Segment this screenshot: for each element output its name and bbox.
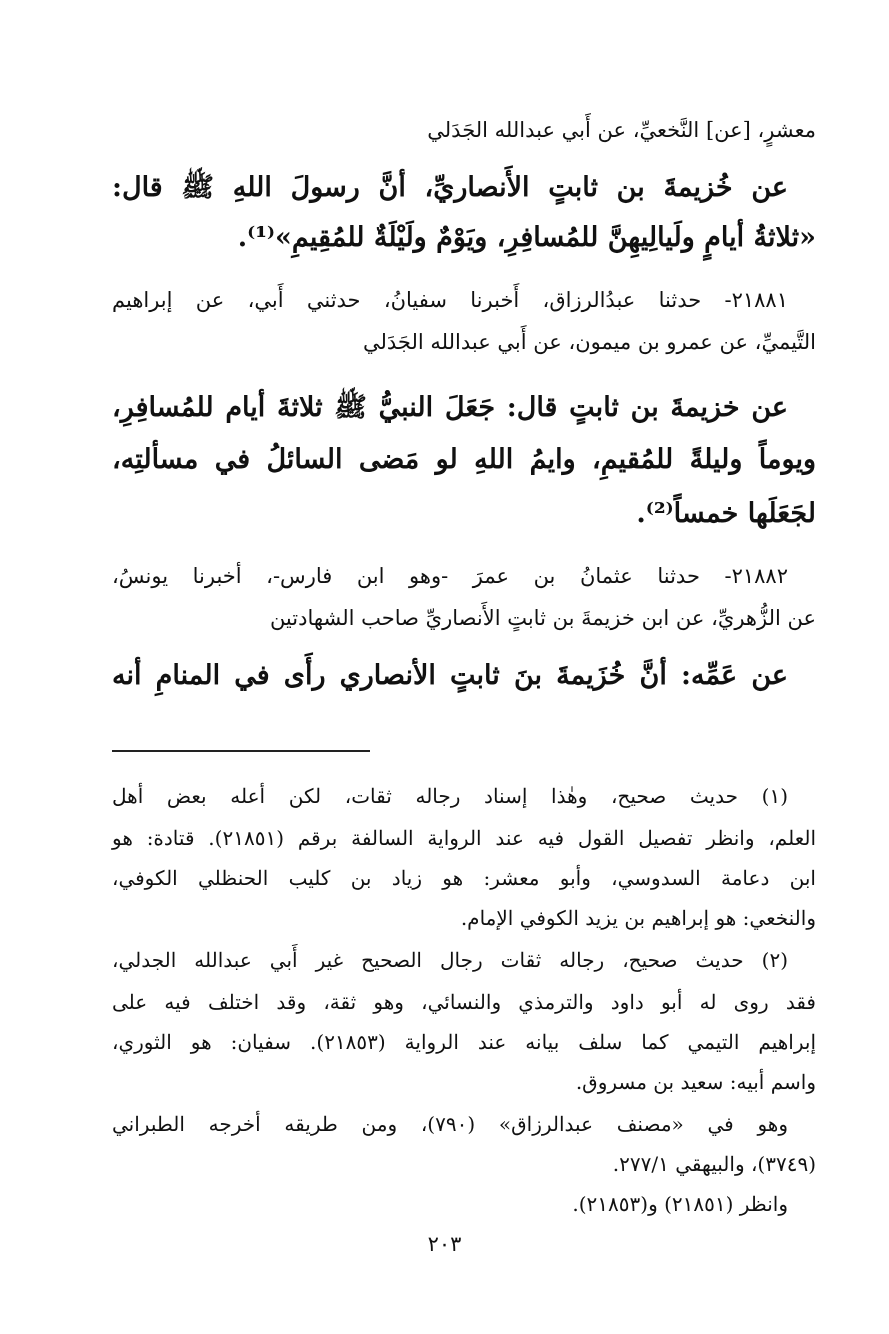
footnote-line: واسم أبيه: سعيد بن مسروق. [575,1070,816,1094]
hadith-text-line: عن عَمِّه: أنَّ خُزَيمةَ بنَ ثابتٍ الأنصاري رأَى في المنامِ أنه [112,660,788,691]
hadith-text-line: عن خُزيمةَ بن ثابتٍ الأَنصاريِّ، أنَّ رسولَ اللهِ ﷺ قال: [112,172,788,203]
footnote-line: ابن دعامة السدوسي، وأبو معشر: هو زياد بن كليب الحنظلي الكوفي، [112,866,816,890]
footnote-line: (٢) حديث صحيح، رجاله ثقات رجال الصحيح غير أَبي عبدالله الجدلي، [112,948,788,972]
hadith-text-line: عن خزيمةَ بن ثابتٍ قال: جَعَلَ النبيُّ ﷺ ثلاثةَ أيام للمُسافِرِ، [112,392,788,423]
footnote-line: إبراهيم التيمي كما سلف بيانه عند الرواية (٢١٨٥٣). سفيان: هو الثوري، [112,1030,817,1054]
hadith-text-line: لجَعَلَها خمساً⁽²⁾. [636,498,816,529]
isnad-chain-line: ٢١٨٨٢- حدثنا عثمانُ بن عمرَ -وهو ابن فارس-، أخبرنا يونسُ، [112,564,788,588]
footnote-line: (١) حديث صحيح، وهٰذا إسناد رجاله ثقات، لكن أعله بعض أهل [112,784,788,808]
footnote-line: (٣٧٤٩)، والبيهقي ٢٧٧/١. [612,1152,816,1176]
page-number: ٢٠٣ [427,1232,462,1256]
footnote-line: العلم، وانظر تفصيل القول فيه عند الرواية السالفة برقم (٢١٨٥١). قتادة: هو [112,826,817,850]
footnote-line: فقد روى له أبو داود والترمذي والنسائي، وهو ثقة، وقد اختلف فيه على [112,990,816,1014]
footnote-line: وهو في «مصنف عبدالرزاق» (٧٩٠)، ومن طريقه أخرجه الطبراني [112,1112,788,1136]
hadith-text-line: ويوماً وليلةً للمُقيمِ، وايمُ اللهِ لو مَضى السائلُ في مسألتِه، [112,444,816,475]
footnote-divider [112,750,370,752]
hadith-text-line: «ثلاثةُ أيامٍ ولَيالِيهِنَّ للمُسافِرِ، ويَوْمٌ ولَيْلَةٌ للمُقِيمِ»⁽¹⁾. [237,222,816,253]
isnad-chain-line: عن الزُّهريِّ، عن ابن خزيمةَ بن ثابتٍ الأَنصاريِّ صاحب الشهادتين [269,606,816,630]
isnad-chain-line: التَّيميِّ، عن عمرو بن ميمون، عن أَبي عبدالله الجَدَلي [363,330,816,354]
isnad-chain-line: ٢١٨٨١- حدثنا عبدُالرزاق، أَخبرنا سفيانُ، حدثني أَبي، عن إبراهيم [112,288,788,312]
isnad-chain-line: معشرٍ، [عن] النَّخعيِّ، عن أَبي عبدالله الجَدَلي [427,118,816,142]
document-page [112,0,816,1334]
footnote-line: وانظر (٢١٨٥١) و(٢١٨٥٣). [572,1192,788,1216]
footnote-line: والنخعي: هو إبراهيم بن يزيد الكوفي الإمام. [460,906,816,930]
